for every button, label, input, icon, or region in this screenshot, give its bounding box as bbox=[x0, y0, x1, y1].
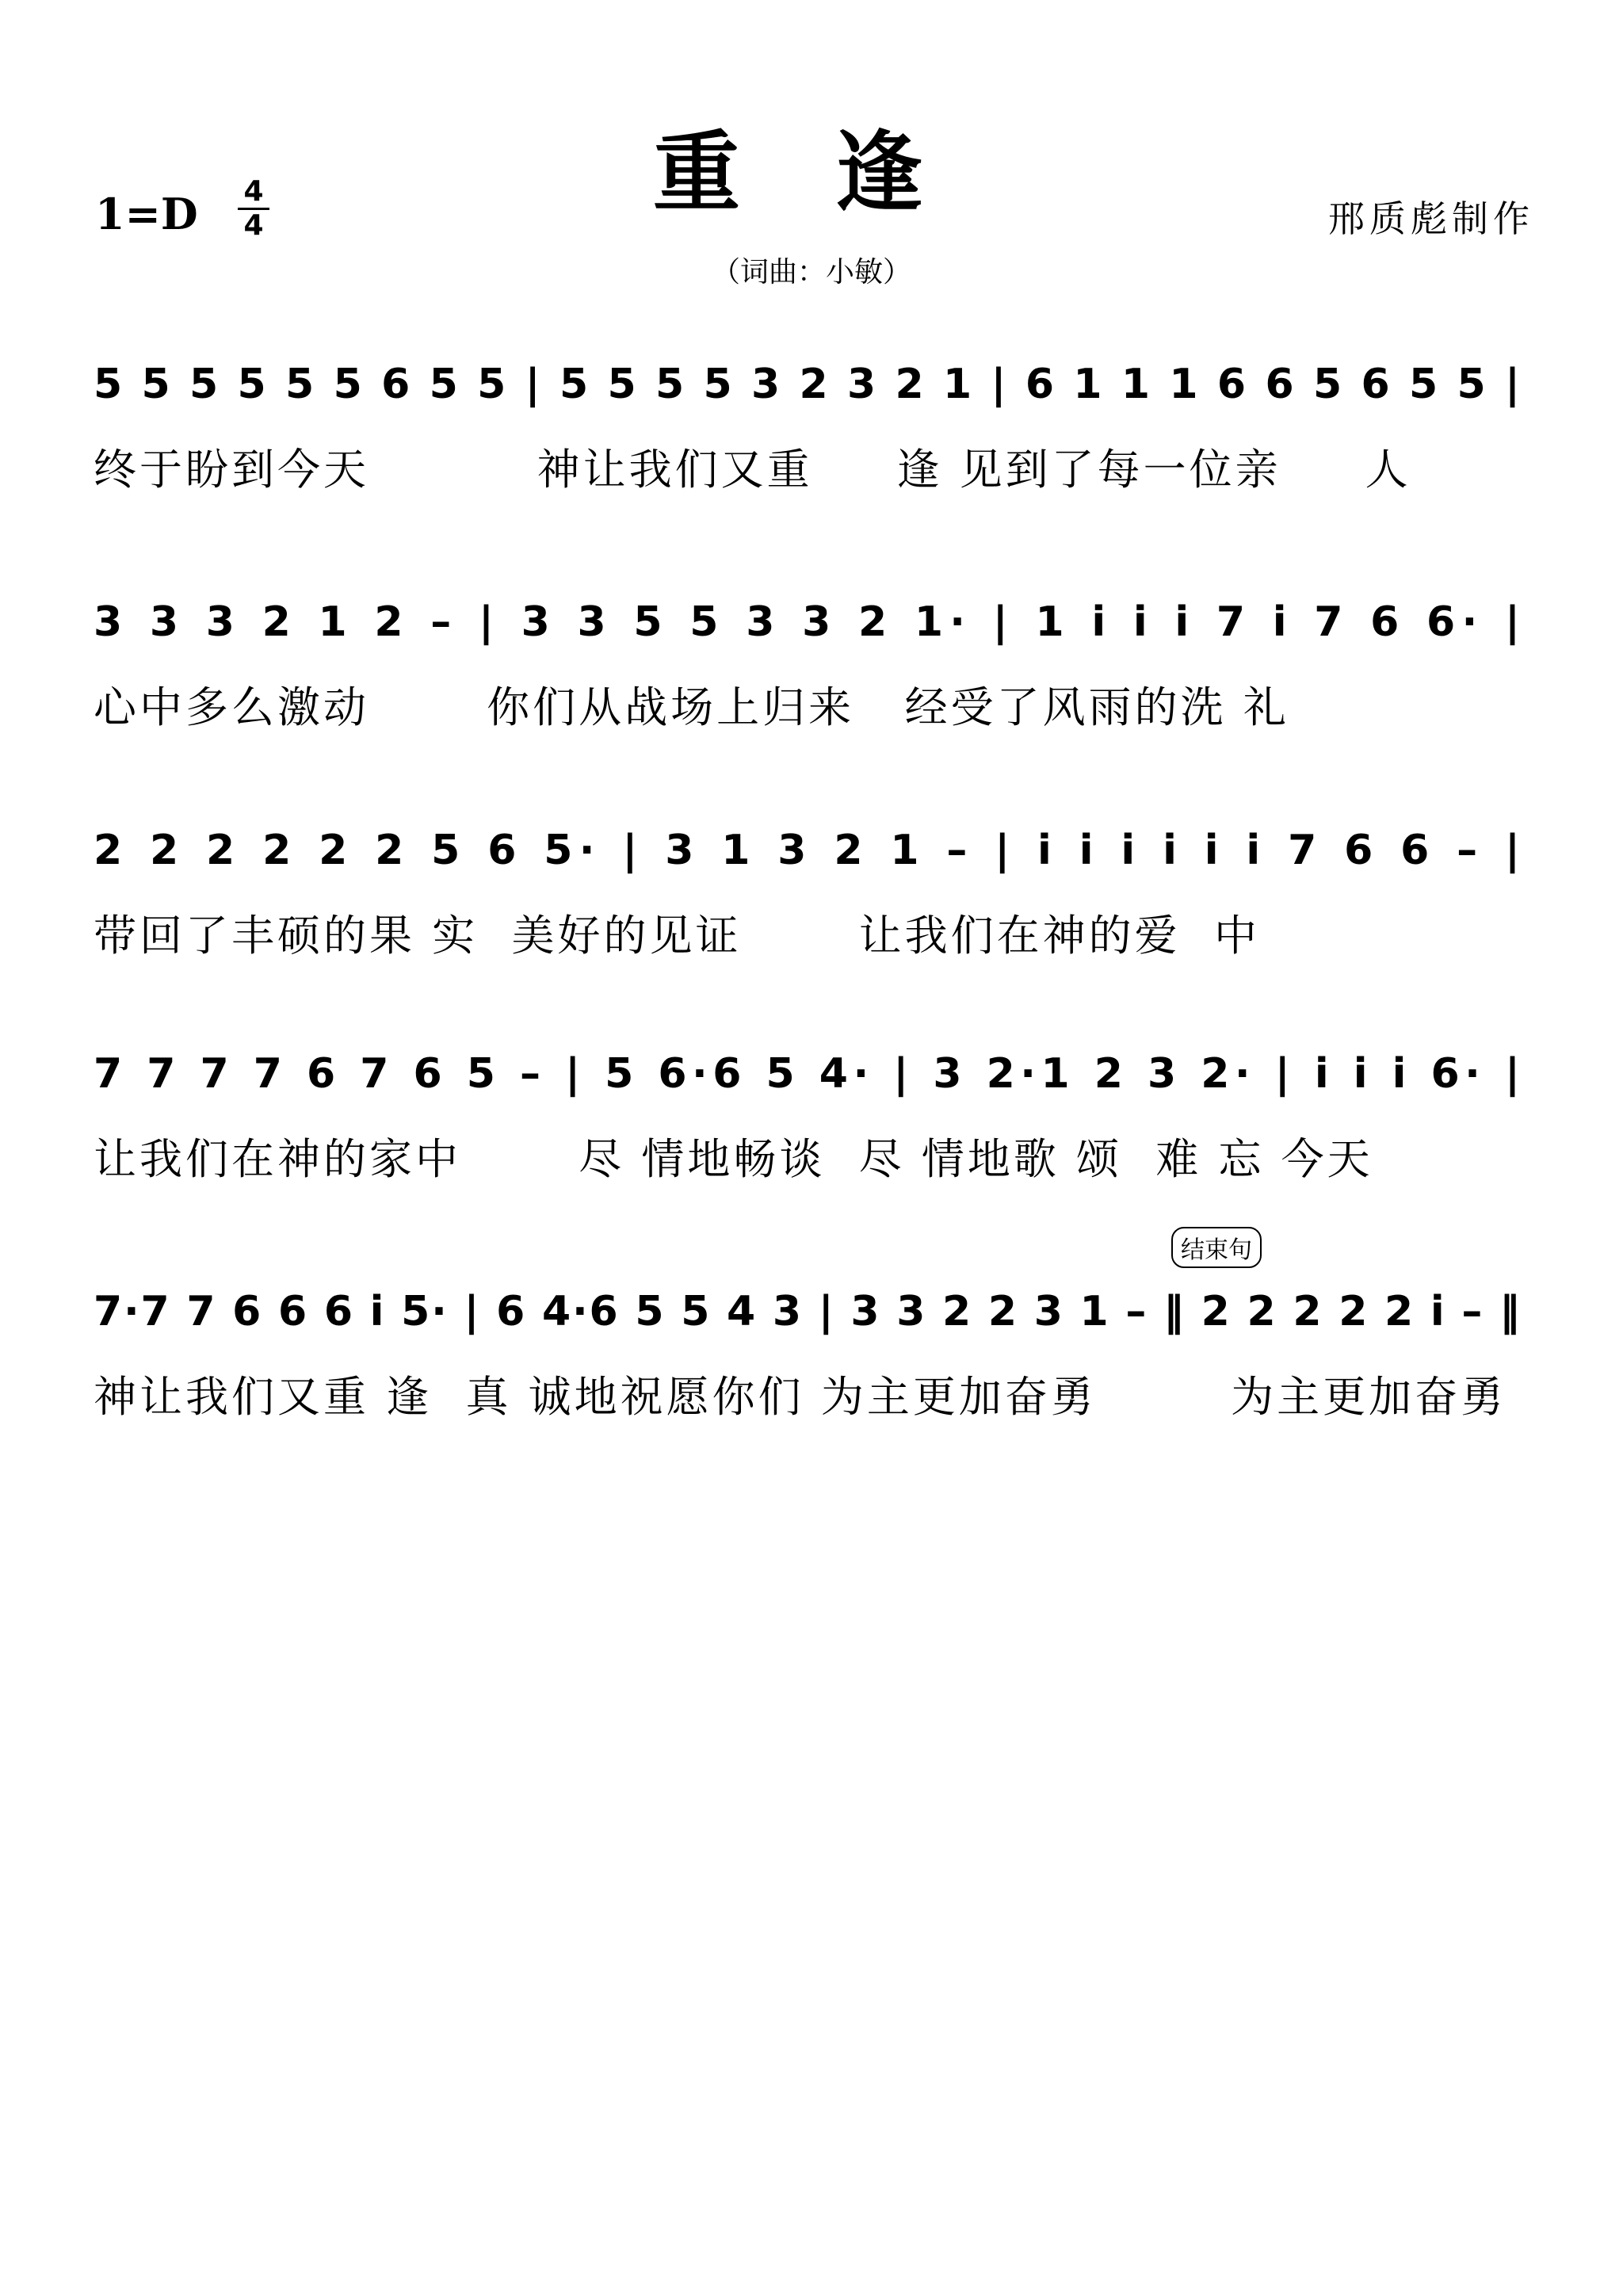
notation-text: 2 2 2 2 2 2 5 6 5· | 3 1 3 2 1 – | i i i i i i 7 6 6 – | bbox=[94, 827, 1520, 874]
key-signature: 1=D bbox=[95, 189, 198, 239]
lyrics-line: 心中多么激动 你们从战场上归来 经受了风雨的洗 礼 bbox=[94, 682, 1289, 732]
notation-text: 7 7 7 7 6 7 6 5 – | 5 6·6 5 4· | 3 2·1 2 3 2· | i i i 6· | bbox=[94, 1050, 1520, 1098]
lyrics-line: 终于盼到今天 神让我们又重 逢 见到了每一位亲 人 bbox=[94, 445, 1411, 495]
time-signature bbox=[236, 176, 271, 242]
music-system-5 bbox=[94, 1276, 1544, 1435]
notation-text: 7·7 7 6 6 6 i 5· | 6 4·6 5 5 4 3 | 3 3 2 2 3 1 – ‖ 2 2 2 2 2 i – ‖ bbox=[94, 1288, 1520, 1335]
time-signature-bottom: 4 bbox=[243, 209, 264, 242]
lyrics-line: 神让我们又重 逢 真 诚地祝愿你们 为主更加奋勇 为主更加奋勇 bbox=[94, 1372, 1507, 1422]
lyrics-line: 带回了丰硕的果 实 美好的见证 让我们在神的爱 中 bbox=[94, 911, 1260, 961]
notation-line bbox=[94, 815, 1544, 902]
lyrics-line: 让我们在神的家中 尽 情地畅谈 尽 情地歌 颂 难 忘 今天 bbox=[94, 1134, 1373, 1184]
producer-credit: 邢质彪制作 bbox=[1328, 197, 1534, 240]
notation-line bbox=[94, 586, 1544, 674]
notation-line bbox=[94, 1038, 1544, 1125]
music-system-2 bbox=[94, 586, 1544, 745]
music-system-4 bbox=[94, 1038, 1544, 1197]
notation-line bbox=[94, 1276, 1544, 1363]
music-system-3 bbox=[94, 815, 1544, 973]
song-title: 重逢 bbox=[653, 121, 1018, 223]
notation-text: 5 5 5 5 5 5 6 5 5 | 5 5 5 5 3 2 3 2 1 | 6 1 1 1 6 6 5 6 5 5 | bbox=[94, 361, 1521, 408]
notation-text: 3 3 3 2 1 2 – | 3 3 5 5 3 3 2 1· | 1 i i i 7 i 7 6 6· | bbox=[94, 598, 1520, 646]
notation-line bbox=[94, 349, 1544, 436]
time-signature-top: 4 bbox=[243, 175, 264, 208]
music-system-1 bbox=[94, 349, 1544, 507]
ending-phrase-tag: 结束句 bbox=[1171, 1227, 1262, 1268]
lyrics-composer-credit: （词曲：小敏） bbox=[711, 256, 911, 288]
